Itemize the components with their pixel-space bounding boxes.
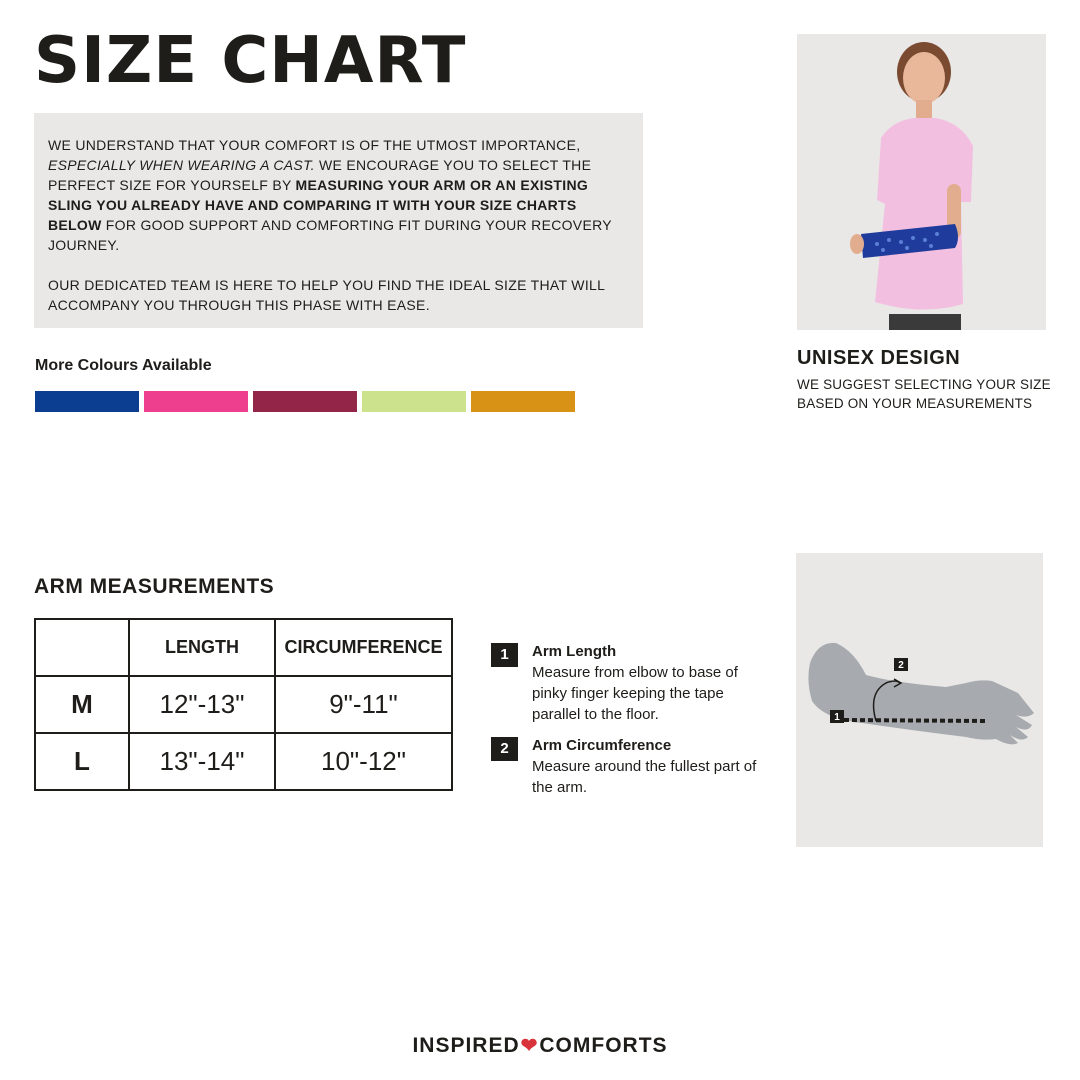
measurement-steps	[491, 641, 761, 808]
logo-text-left: INSPIRED	[412, 1034, 520, 1057]
intro-paragraph-2: OUR DEDICATED TEAM IS HERE TO HELP YOU FIND THE IDEAL SIZE THAT WILL ACCOMPANY YOU THROUGH THIS PHASE WITH EASE.	[48, 277, 605, 313]
colour-swatch[interactable]	[471, 391, 575, 412]
step-number: 2	[491, 737, 518, 761]
circumference-value: 9"-11"	[275, 676, 452, 733]
step-number: 1	[491, 643, 518, 667]
table-header-cell	[35, 619, 129, 676]
intro-bold: MEASURING YOUR ARM OR AN EXISTING SLING YOU ALREADY HAVE AND COMPARING IT WITH YOUR SIZE CHARTS BELOW	[48, 177, 589, 233]
table-row	[35, 733, 452, 790]
step-text: Measure around the fullest part of the arm.	[532, 758, 757, 796]
unisex-title: UNISEX DESIGN	[797, 347, 961, 369]
arm-measurements-title: ARM MEASUREMENTS	[34, 575, 275, 598]
length-value: 12"-13"	[129, 676, 275, 733]
heart-icon: ❤	[520, 1035, 539, 1057]
colour-swatch[interactable]	[362, 391, 466, 412]
colour-swatch[interactable]	[35, 391, 139, 412]
size-table	[34, 618, 453, 791]
arm-illustration	[796, 553, 1043, 847]
marker-1: 1	[834, 712, 840, 723]
model-photo	[797, 34, 1046, 330]
page-title: SIZE CHART	[34, 24, 467, 98]
logo-text-right: COMFORTS	[539, 1034, 668, 1057]
step-item	[491, 641, 761, 725]
step-title: Arm Circumference	[532, 737, 672, 754]
intro-text: WE UNDERSTAND THAT YOUR COMFORT IS OF THE UTMOST IMPORTANCE,	[48, 137, 581, 153]
model-photo-illustration	[797, 34, 1046, 330]
colour-swatch[interactable]	[253, 391, 357, 412]
intro-paragraph-1	[48, 135, 629, 255]
marker-2: 2	[898, 660, 904, 671]
intro-text: WE ENCOURAGE YOU TO SELECT THE PERFECT SIZE FOR YOURSELF BY	[48, 157, 592, 193]
table-row	[35, 676, 452, 733]
circumference-value: 10"-12"	[275, 733, 452, 790]
arm-diagram	[796, 553, 1043, 847]
colour-swatch[interactable]	[144, 391, 248, 412]
unisex-text: WE SUGGEST SELECTING YOUR SIZE BASED ON YOUR MEASUREMENTS	[797, 377, 1051, 411]
intro-text: FOR GOOD SUPPORT AND COMFORTING FIT DURING YOUR RECOVERY JOURNEY.	[48, 217, 612, 253]
size-label: M	[35, 676, 129, 733]
intro-box	[34, 113, 643, 328]
step-title: Arm Length	[532, 643, 617, 660]
colour-swatches	[35, 391, 575, 412]
length-value: 13"-14"	[129, 733, 275, 790]
table-header-cell: CIRCUMFERENCE	[275, 619, 452, 676]
table-header-cell: LENGTH	[129, 619, 275, 676]
intro-emphasis: ESPECIALLY WHEN WEARING A CAST.	[48, 157, 315, 173]
step-text: Measure from elbow to base of pinky finger keeping the tape parallel to the floor.	[532, 664, 738, 723]
brand-logo	[0, 1033, 1080, 1058]
step-item	[491, 735, 761, 798]
size-label: L	[35, 733, 129, 790]
table-header-row	[35, 619, 452, 676]
colours-label: More Colours Available	[35, 357, 212, 374]
